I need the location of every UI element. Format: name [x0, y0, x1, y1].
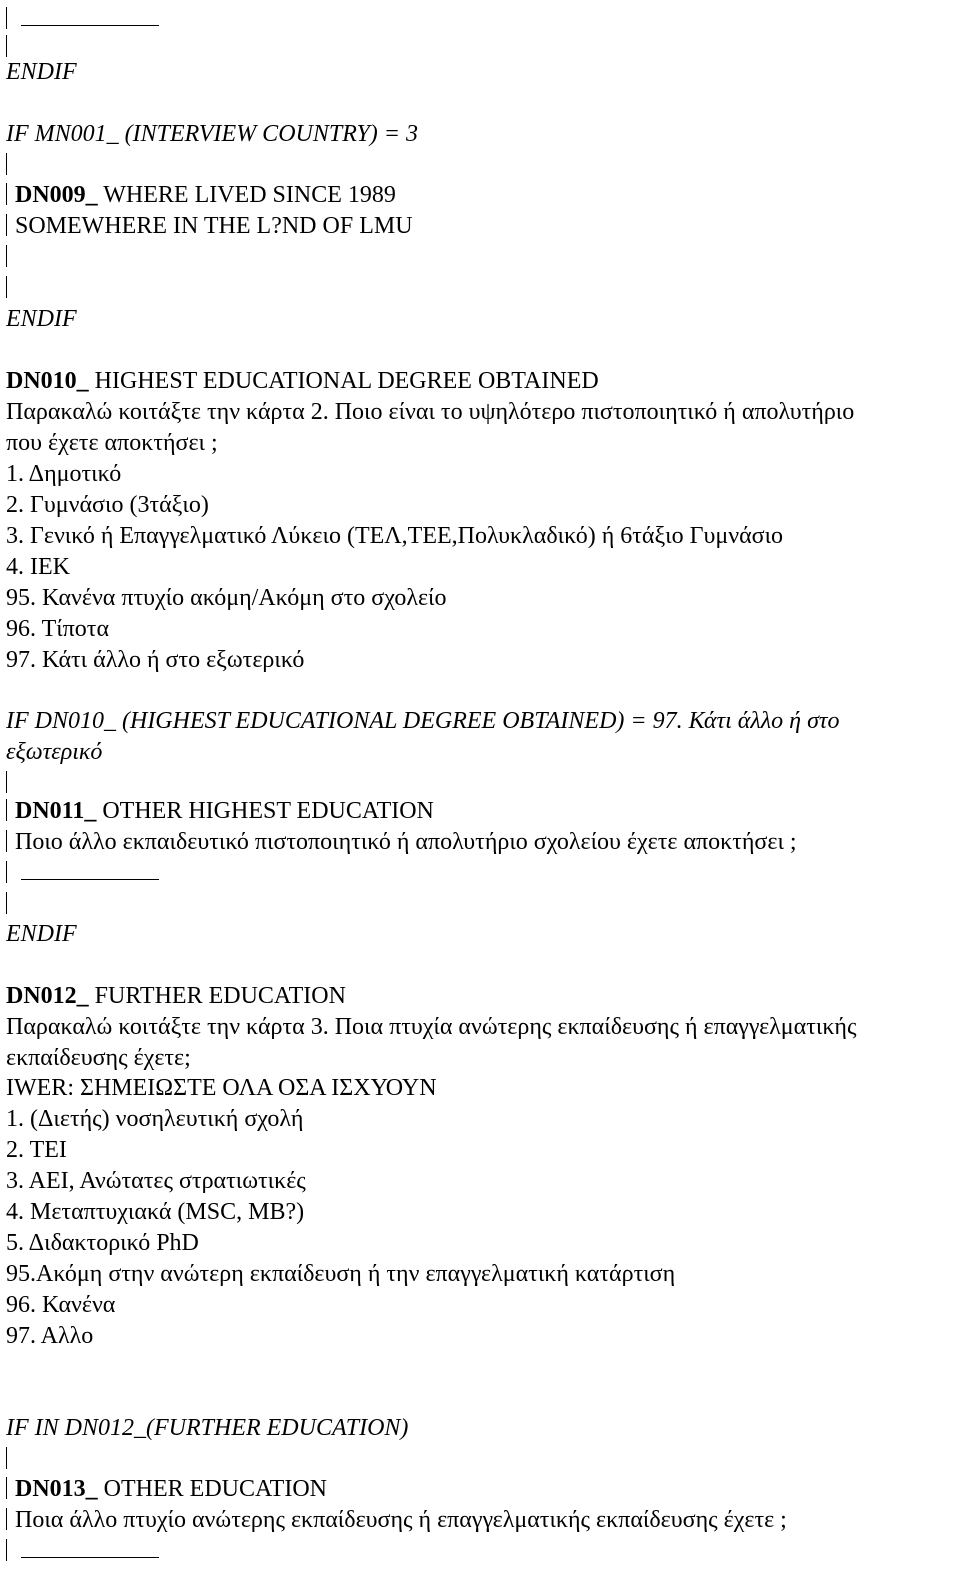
- question-header-dn009: [6, 180, 954, 211]
- answer-option: 3. Γενικό ή Επαγγελματικό Λύκειο (ΤΕΛ,ΤΕΕ,Πολυκλαδικό) ή 6τάξιο Γυμνάσιο: [6, 523, 784, 549]
- answer-line: [6, 4, 954, 35]
- question-code: DN009_: [15, 182, 98, 208]
- answer-option: 1. (Διετής) νοσηλευτική σχολή: [6, 1106, 304, 1132]
- answer-option: 97. Κάτι άλλο ή στο εξωτερικό: [6, 647, 305, 673]
- question-text: Ποιο άλλο εκπαιδευτικό πιστοποιητικό ή απολυτήριο σχολείου έχετε αποκτήσει ;: [15, 829, 797, 855]
- condition-mn001: IF MN001_ (INTERVIEW COUNTRY) = 3: [6, 121, 418, 147]
- endif-marker: ENDIF: [6, 306, 77, 332]
- question-text-dn012-line2: εκπαίδευσης έχετε;: [6, 1045, 191, 1071]
- question-title: OTHER HIGHEST EDUCATION: [102, 798, 434, 824]
- answer-option: 5. Διδακτορικό PhD: [6, 1230, 199, 1256]
- answer-option: 4. Μεταπτυχιακά (MSC, MB?): [6, 1199, 305, 1225]
- question-text-dn010-line2: που έχετε αποκτήσει ;: [6, 430, 218, 456]
- condition-dn010-line1: IF DN010_ (HIGHEST EDUCATIONAL DEGREE OBTAINED) = 97. Κάτι άλλο ή στο: [6, 708, 840, 734]
- question-text: SOMEWHERE IN THE L?ND OF LMU: [15, 213, 413, 239]
- answer-option: 2. ΤΕΙ: [6, 1137, 67, 1163]
- answer-option: 97. Αλλο: [6, 1323, 94, 1349]
- answer-line: [6, 858, 954, 889]
- question-text-dn012-line1: Παρακαλώ κοιτάξτε την κάρτα 3. Ποια πτυχία ανώτερης εκπαίδευσης ή επαγγελματικής: [6, 1014, 857, 1040]
- bar-line: [6, 242, 954, 273]
- question-text-dn009: [6, 211, 954, 242]
- question-text-dn010-line1: Παρακαλώ κοιτάξτε την κάρτα 2. Ποιο είναι το υψηλότερο πιστοποιητικό ή απολυτήριο: [6, 399, 855, 425]
- bar-line: [6, 1444, 954, 1475]
- answer-option: 4. ΙΕΚ: [6, 554, 70, 580]
- answer-option: 95. Κανένα πτυχίο ακόμη/Ακόμη στο σχολείο: [6, 585, 447, 611]
- question-code: DN013_: [15, 1476, 98, 1502]
- answer-option: 3. ΑΕΙ, Ανώτατες στρατιωτικές: [6, 1168, 306, 1194]
- endif-marker: ENDIF: [6, 921, 77, 947]
- question-text: Ποια άλλο πτυχίο ανώτερης εκπαίδευσης ή επαγγελματικής εκπαίδευσης έχετε ;: [15, 1507, 787, 1533]
- question-text-dn013: [6, 1505, 954, 1536]
- condition-dn010-line2: εξωτερικό: [6, 739, 103, 765]
- question-header-dn010: [6, 366, 954, 397]
- answer-option: 96. Τίποτα: [6, 616, 110, 642]
- question-title: FURTHER EDUCATION: [94, 983, 346, 1009]
- answer-option: 96. Κανένα: [6, 1292, 116, 1318]
- endif-marker: ENDIF: [6, 59, 77, 85]
- bar-line: [6, 150, 954, 181]
- question-code: DN011_: [15, 798, 97, 824]
- question-text-dn011: [6, 827, 954, 858]
- question-code: DN010_: [6, 368, 89, 394]
- question-title: WHERE LIVED SINCE 1989: [103, 182, 396, 208]
- bar-line: [6, 768, 954, 799]
- question-header-dn013: [6, 1474, 954, 1505]
- answer-option: 1. Δημοτικό: [6, 461, 122, 487]
- condition-dn012: IF IN DN012_(FURTHER EDUCATION): [6, 1415, 409, 1441]
- question-header-dn012: [6, 981, 954, 1012]
- question-header-dn011: [6, 796, 954, 827]
- bar-line: [6, 273, 954, 304]
- question-title: OTHER EDUCATION: [103, 1476, 327, 1502]
- interviewer-instruction: IWER: ΣΗΜΕΙΩΣΤΕ ΟΛΑ ΟΣΑ ΙΣΧΥΟΥΝ: [6, 1075, 437, 1101]
- answer-line: [6, 1536, 954, 1567]
- question-code: DN012_: [6, 983, 89, 1009]
- answer-option: 95.Ακόμη στην ανώτερη εκπαίδευση ή την επαγγελματική κατάρτιση: [6, 1261, 676, 1287]
- question-title: HIGHEST EDUCATIONAL DEGREE OBTAINED: [94, 368, 599, 394]
- answer-option: 2. Γυμνάσιο (3τάξιο): [6, 492, 209, 518]
- bar-line: [6, 889, 954, 920]
